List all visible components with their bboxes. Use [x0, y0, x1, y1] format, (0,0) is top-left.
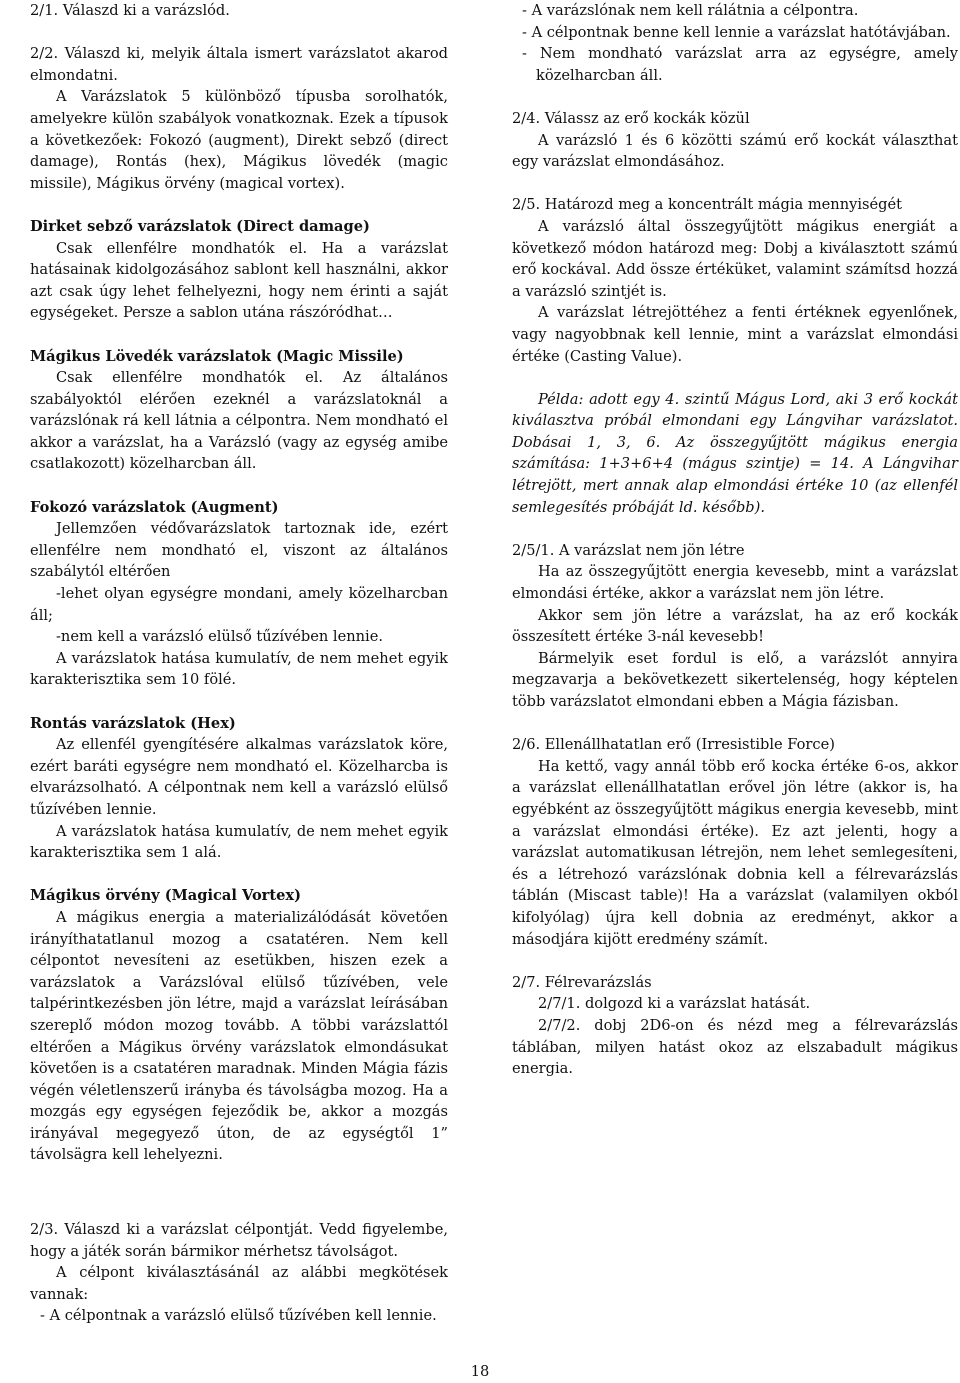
step-2-7: 2/7. Félrevarázslás: [512, 973, 652, 991]
paragraph-augment-3: -nem kell a varázsló elülső tűzívében lennie.: [56, 628, 383, 646]
step-2-2: 2/2. Válaszd ki, melyik általa ismert varázslatot akarod elmondatni.: [30, 45, 448, 84]
paragraph-irresistible-force: Ha kettő, vagy annál több erő kocka értéke 6-os, akkor a varázslat ellenállhatatlan erővel jön létre (akkor is, ha egyébként az összegyűjtött mágikus energia kevesebb, mint a varázslat elmondási értéke). Ez azt jelenti, hogy a varázslat automatikusan létrejön, nem lehet semlegesíteni, és a létrehozó varázslónak dobnia kell a félrevarázslás táblán (Miscast table)! Ha a varázslat (valamilyen okból kifolyólag) újra kell dobnia az eredményt, akkor a másodjára kijött eredmény számít.: [512, 757, 958, 948]
paragraph-spell-fails-2: Akkor sem jön létre a varázslat, ha az erő kockák összesített értéke 3-nál kevesebb!: [512, 606, 958, 646]
step-2-1: 2/1. Válaszd ki a varázslód.: [30, 2, 230, 19]
step-2-3: 2/3. Válaszd ki a varázslat célpontját. Vedd figyelembe, hogy a játék során bármikor mérhetsz távolságot.: [30, 1221, 448, 1260]
paragraph-magical-vortex: A mágikus energia a materializálódását követően irányíthatatlanul mozog a csatatéren. Nem kell célpontot nevesíteni az esetükben, hiszen ezek a varázslatok a Varázslóval elülső tűzívében, vele talpérintkezésben jön létre, majd a varázslat leírásában szereplő módon mozog tovább. A többi varázslattól eltérően a Mágikus örvény varázslatok elmondásukat követően is a csatatéren maradnak. Minden Mágia fázis végén véletlenszerű irányba és távolságba mozog. Ha a mozgás egy egységen fejeződik be, akkor a mozgás irányával megegyező úton, de az egységtől 1” távolsägra kell lehelyezni.: [30, 908, 448, 1164]
paragraph-power-dice: A varázsló 1 és 6 közötti számú erő kockát választhat egy varázslat elmondásához.: [512, 131, 958, 171]
paragraph-augment-4: A varázslatok hatása kumulatív, de nem mehet egyik karakterisztika sem 10 fölé.: [30, 649, 448, 689]
restriction-range: - A célpontnak benne kell lennie a varázslat hatótávjában.: [522, 23, 951, 41]
heading-magic-missile: Mágikus Lövedék varázslatok (Magic Missile): [30, 347, 404, 365]
paragraph-augment-1: Jellemzően védővarázslatok tartoznak ide, ezért ellenfélre nem mondható el, viszont az általános szabálytól eltérően: [30, 520, 448, 581]
restriction-line-of-sight: - A varázslónak nem kell rálátnia a célpontra.: [522, 2, 859, 19]
page-number: 18: [470, 1363, 490, 1380]
paragraph-magic-missile: Csak ellenfélre mondhatók el. Az általános szabályoktól elérően ezeknél a varázslatoknál a varázslónak rá kell látnia a célpontra. Nem mondható el akkor a varázslat, ha a Varázsló (vagy az egység amibe csatlakozott) közelharcban áll.: [30, 369, 448, 473]
heading-hex: Rontás varázslatok (Hex): [30, 714, 236, 732]
step-2-5: 2/5. Határozd meg a koncentrált mágia mennyiségét: [512, 196, 902, 214]
paragraph-spell-fails-1: Ha az összegyűjtött energia kevesebb, mint a varázslat elmondási értéke, akkor a varázslat nem jön létre.: [512, 563, 958, 603]
left-column: [30, 0, 448, 1166]
paragraph-augment-2: -lehet olyan egységre mondani, amely közelharcban áll;: [30, 585, 448, 624]
paragraph-concentrated-magic-2: A varázslat létrejöttéhez a fenti értéknek egyenlőnek, vagy nagyobbnak kell lennie, mint a varázslat elmondási értéke (Casting Value).: [512, 304, 958, 365]
paragraph-spell-fails-3: Bármelyik eset fordul is elő, a varázslót annyira megzavarja a bekövetkezett sikertelenség, hogy képtelen több varázslatot elmondani ebben a Mágia fázisban.: [512, 649, 958, 710]
step-2-7-2: 2/7/2. dobj 2D6-on és nézd meg a félrevarázslás táblában, milyen hatást okoz az elszabadult mágikus energia.: [512, 1016, 958, 1078]
step-2-7-1: 2/7/1. dolgozd ki a varázslat hatását.: [538, 995, 811, 1013]
restriction-close-combat: - Nem mondható varázslat arra az egységre, amely közelharcban áll.: [522, 45, 958, 84]
right-column: [512, 0, 958, 1080]
step-2-6: 2/6. Ellenállhatatlan erő (Irresistible Force): [512, 736, 835, 754]
paragraph-hex-1: Az ellenfél gyengítésére alkalmas varázslatok köre, ezért baráti egységre nem mondható el. Közelharcba is elvarázsolható. A célpontnak nem kell a varázsló elülső tűzívében lennie.: [30, 736, 448, 818]
paragraph-target-restrictions: A célpont kiválasztásánál az alábbi megkötések vannak:: [30, 1264, 448, 1303]
heading-augment: Fokozó varázslatok (Augment): [30, 498, 279, 516]
paragraph-hex-2: A varázslatok hatása kumulatív, de nem mehet egyik karakterisztika sem 1 alá.: [30, 822, 448, 862]
paragraph-concentrated-magic-1: A varázsló által összegyűjtött mágikus energiát a következő módon határozd meg: Dobj a kiválasztott számú erő kockával. Add össze értéküket, valamint számítsd hozzá a varázsló szintjét is.: [512, 217, 958, 300]
step-2-4: 2/4. Válassz az erő kockák közül: [512, 109, 750, 127]
restriction-front-arc: - A célpontnak a varázsló elülső tűzívében kell lennie.: [40, 1307, 437, 1325]
spell-types-intro: A Varázslatok 5 különböző típusba sorolhatók, amelyekre külön szabályok vonatkoznak. Ezek a típusok a következőek: Fokozó (augment), Direkt sebző (direct damage), Rontás (hex), Mágikus lövedék (magic missile), Mágikus örvény (magical vortex).: [30, 88, 448, 192]
heading-magical-vortex: Mágikus örvény (Magical Vortex): [30, 887, 302, 905]
bottom-left-block: [30, 1219, 448, 1327]
paragraph-direct-damage: Csak ellenfélre mondhatók el. Ha a varázslat hatásainak kidolgozásához sablont kell használni, akkor azt csak úgy lehet felhelyezni, hogy nem érinti a saját egységeket. Persze a sablon utána rászóródhat…: [30, 239, 448, 322]
heading-direct-damage: Dirket sebző varázslatok (Direct damage): [30, 217, 370, 235]
step-2-5-1: 2/5/1. A varázslat nem jön létre: [512, 541, 745, 559]
example-paragraph: Példa: adott egy 4. szintű Mágus Lord, aki 3 erő kockát kiválasztva próbál elmondani egy Lángvihar varázslatot. Dobásai 1, 3, 6. Az összegyűjtött mágikus energia számítása: 1+3+6+4 (mágus szintje) = 14. A Lángvihar létrejött, mert annak alap elmondási értéke 10 (az ellenfél semlegesítés próbáját ld. később).: [512, 390, 958, 516]
